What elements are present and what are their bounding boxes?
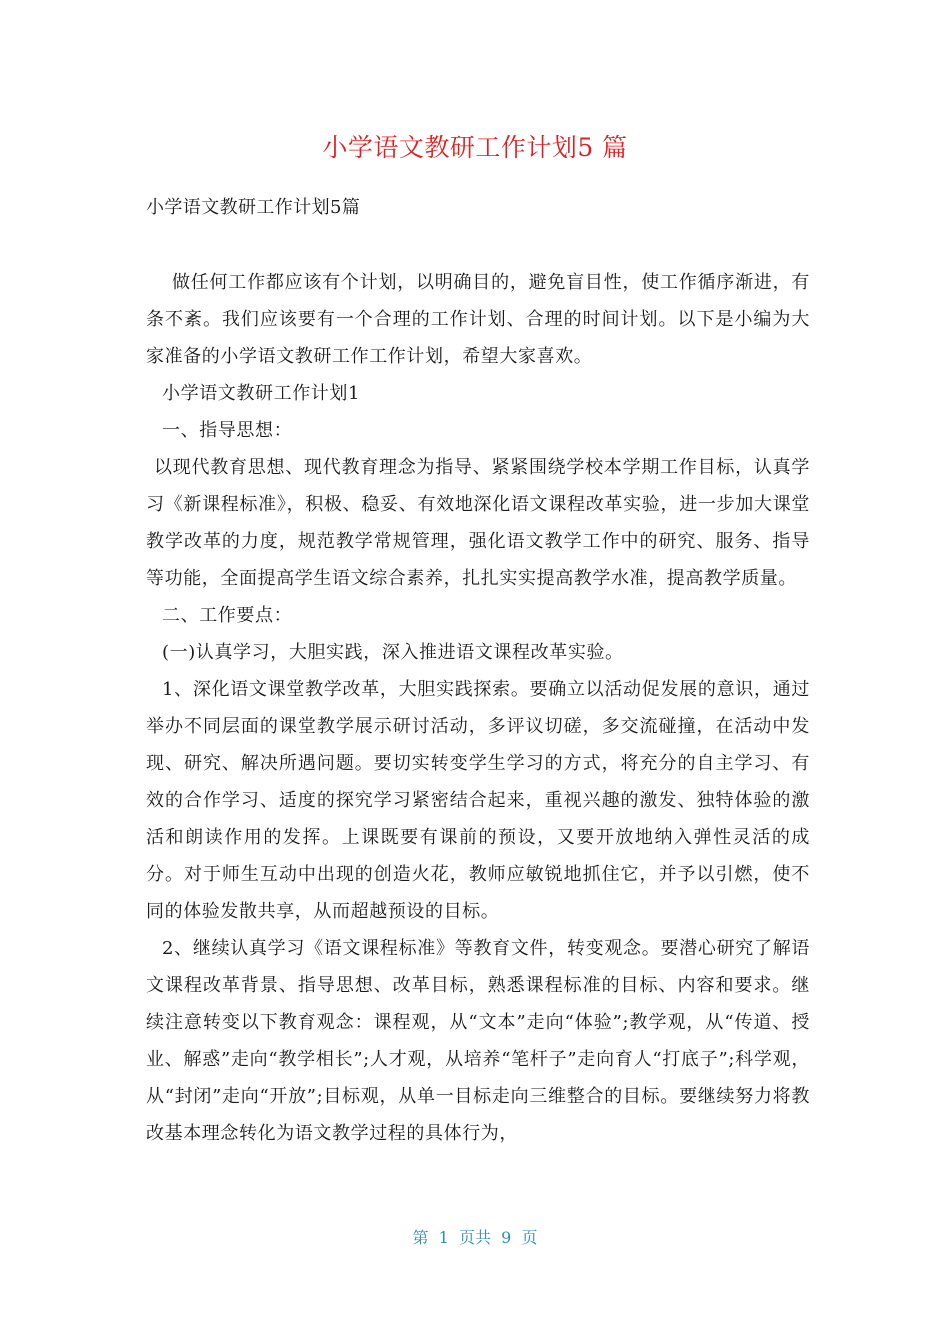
intro-paragraph: 做任何工作都应该有个计划，以明确目的，避免盲目性，使工作循序渐进，有条不紊。我们应该要有一个合理的工作计划、合理的时间计划。以下是小编为大家准备的小学语文教研工作工作计划，希望大家喜欢。: [146, 272, 810, 367]
document-subtitle: 小学语文教研工作计划5篇: [146, 197, 361, 218]
work-point-paragraph-2: 2、继续认真学习《语文课程标准》等教育文件，转变观念。要潜心研究了解语文课程改革背景、指导思想、改革目标，熟悉课程标准的目标、内容和要求。继续注意转变以下教育观念：课程观，从“文本”走向“体验”;教学观，从“传道、授业、解惑”走向“教学相长”;人才观，从培养“笔杆子”走向育人“打底子”;科学观，从“封闭”走向“开放”;目标观，从单一目标走向三维整合的目标。要继续努力将教改基本理念转化为语文教学过程的具体行为，: [146, 938, 810, 1144]
section-heading-guiding-ideology: 一、指导思想：: [162, 420, 293, 441]
subsection-heading-1: (一)认真学习，大胆实践，深入推进语文课程改革实验。: [162, 642, 624, 663]
section-heading-work-points: 二、工作要点：: [162, 605, 293, 626]
document-body: [146, 264, 810, 1152]
document-title: 小学语文教研工作计划5 篇: [322, 133, 628, 162]
page-number-footer: 第 1 页共 9 页: [412, 1228, 538, 1247]
section-heading-plan-1: 小学语文教研工作计划1: [162, 383, 361, 404]
work-point-paragraph-1: 1、深化语文课堂教学改革，大胆实践探索。要确立以活动促发展的意识，通过举办不同层面的课堂教学展示研讨活动，多评议切磋，多交流碰撞，在活动中发现、研究、解决所遇问题。要切实转变学生学习的方式，将充分的自主学习、有效的合作学习、适度的探究学习紧密结合起来，重视兴趣的激发、独特体验的激活和朗读作用的发挥。上课既要有课前的预设，又要开放地纳入弹性灵活的成分。对于师生互动中出现的创造火花，教师应敏锐地抓住它，并予以引燃，使不同的体验发散共享，从而超越预设的目标。: [146, 679, 810, 922]
guiding-ideology-paragraph: 以现代教育思想、现代教育理念为指导、紧紧围绕学校本学期工作目标，认真学习《新课程标准》，积极、稳妥、有效地深化语文课程改革实验，进一步加大课堂教学改革的力度，规范教学常规管理，强化语文教学工作中的研究、服务、指导等功能，全面提高学生语文综合素养，扎扎实实提高教学水准，提高教学质量。: [146, 457, 810, 589]
